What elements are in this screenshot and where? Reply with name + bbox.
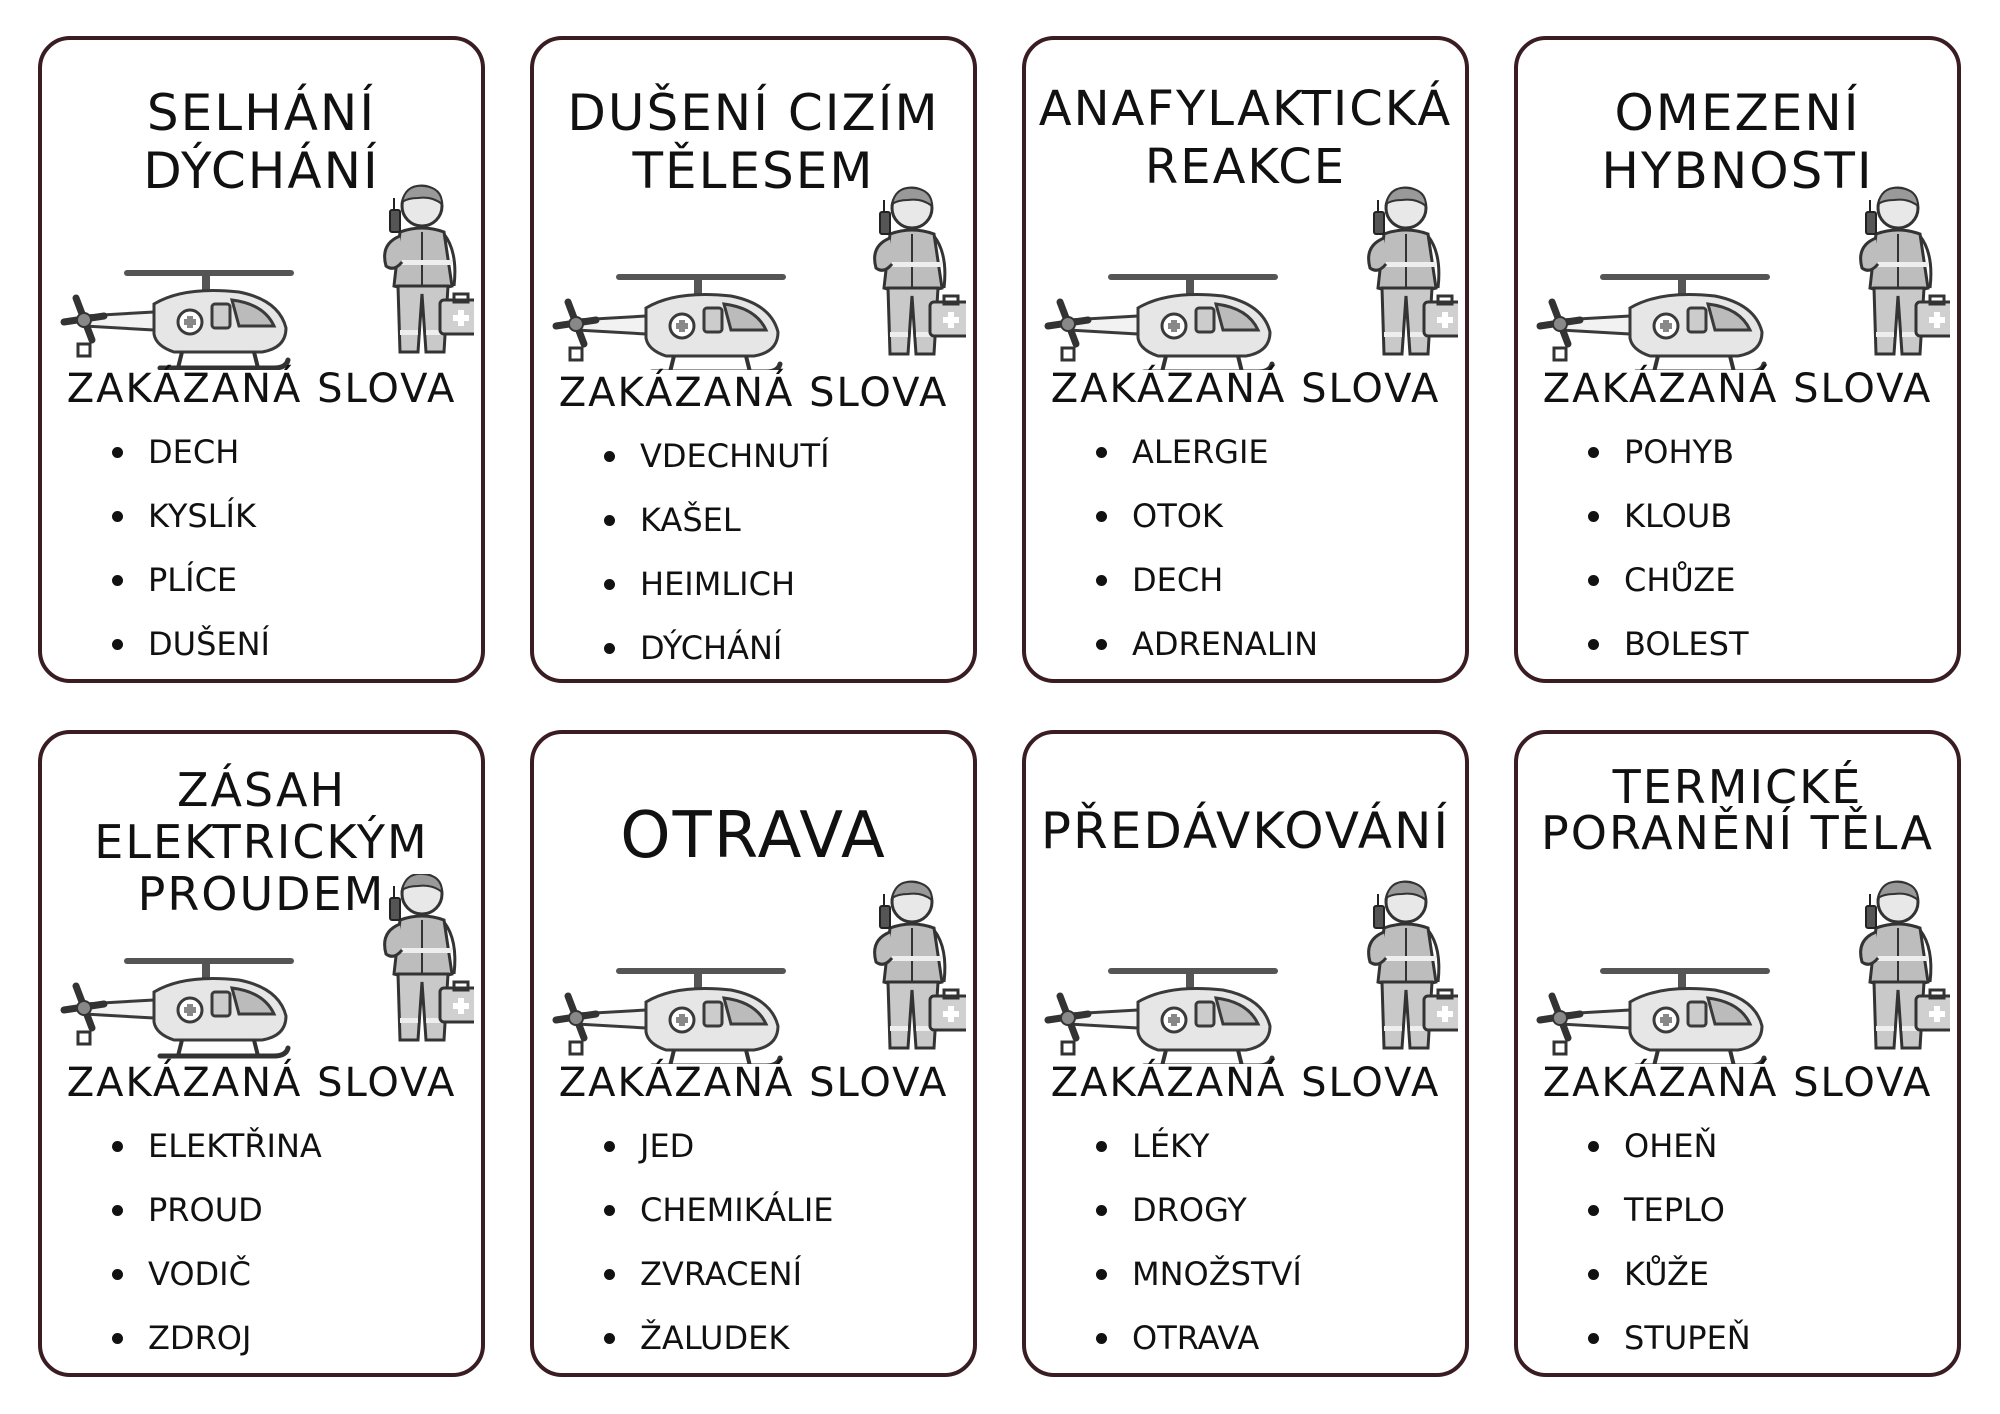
list-item: ZDROJ [112, 1318, 322, 1382]
paramedic-icon [1861, 882, 1950, 1048]
paramedic-icon [875, 882, 966, 1048]
illustration [546, 180, 966, 370]
forbidden-words-heading: ZAKÁZANÁ SLOVA [1050, 1060, 1441, 1106]
illustration [1038, 180, 1458, 370]
list-item: KŮŽE [1588, 1254, 1751, 1318]
forbidden-words-heading: ZAKÁZANÁ SLOVA [558, 1060, 949, 1106]
list-item: OTOK [1096, 496, 1318, 560]
helicopter-icon [64, 958, 294, 1056]
card-title: TERMICKÉ PORANĚNÍ TĚLA [1541, 760, 1934, 860]
illustration [54, 180, 474, 370]
helicopter-icon [1540, 968, 1770, 1064]
helicopter-icon [1048, 274, 1278, 370]
list-item: LÉKY [1096, 1126, 1302, 1190]
card-title: ANAFYLAKTICKÁ REAKCE [1038, 81, 1453, 195]
list-item: KLOUB [1588, 496, 1748, 560]
illustration [546, 874, 966, 1064]
card-predavkovani [1022, 730, 1469, 1377]
card-anafylakticka-reakce [1022, 36, 1469, 683]
illustration [1038, 874, 1458, 1064]
list-item: CHŮZE [1588, 560, 1748, 624]
helicopter-icon [64, 270, 294, 368]
list-item: PROUD [112, 1190, 322, 1254]
card-otrava [530, 730, 977, 1377]
list-item: TEPLO [1588, 1190, 1751, 1254]
forbidden-words-heading: ZAKÁZANÁ SLOVA [1050, 366, 1441, 412]
forbidden-words-heading: ZAKÁZANÁ SLOVA [558, 370, 949, 416]
paramedic-icon [1369, 882, 1458, 1048]
forbidden-words-list [1096, 432, 1318, 688]
card-title: OMEZENÍ HYBNOSTI [1601, 84, 1874, 200]
list-item: JED [604, 1126, 833, 1190]
list-item: DECH [1096, 560, 1318, 624]
forbidden-words-list [604, 1126, 833, 1382]
card-title: ZÁSAH ELEKTRICKÝM PROUDEM [94, 763, 429, 921]
list-item: OHEŇ [1588, 1126, 1751, 1190]
helicopter-icon [1048, 968, 1278, 1064]
list-item: PLÍCE [112, 560, 270, 624]
list-item: STUPEŇ [1588, 1318, 1751, 1382]
paramedic-icon [385, 874, 474, 1040]
list-item: ALERGIE [1096, 432, 1318, 496]
list-item: HEIMLICH [604, 564, 830, 628]
list-item: DECH [112, 432, 270, 496]
list-item: ŽALUDEK [604, 1318, 833, 1382]
list-item: DROGY [1096, 1190, 1302, 1254]
list-item: DUŠENÍ [112, 624, 270, 688]
list-item: VDECHNUTÍ [604, 436, 830, 500]
card-omezeni-hybnosti [1514, 36, 1961, 683]
forbidden-words-heading: ZAKÁZANÁ SLOVA [66, 366, 457, 412]
paramedic-icon [1861, 188, 1950, 354]
forbidden-words-list [1588, 1126, 1751, 1382]
helicopter-icon [556, 968, 786, 1064]
list-item: CHEMIKÁLIE [604, 1190, 833, 1254]
forbidden-words-list [112, 432, 270, 688]
card-selhani-dychani [38, 36, 485, 683]
card-zasah-elektrickym-proudem [38, 730, 485, 1377]
helicopter-icon [556, 274, 786, 370]
forbidden-words-list [1588, 432, 1748, 688]
list-item: VODIČ [112, 1254, 322, 1318]
list-item: ELEKTŘINA [112, 1126, 322, 1190]
illustration [54, 874, 474, 1064]
paramedic-icon [875, 188, 966, 354]
list-item: KYSLÍK [112, 496, 270, 560]
illustration [1530, 180, 1950, 370]
card-termicke-poraneni-tela [1514, 730, 1961, 1377]
forbidden-words-list [1096, 1126, 1302, 1382]
list-item: BOLEST [1588, 624, 1748, 688]
card-title: PŘEDÁVKOVÁNÍ [1040, 802, 1451, 860]
forbidden-words-heading: ZAKÁZANÁ SLOVA [1542, 1060, 1933, 1106]
card-duseni-cizim-telesem [530, 36, 977, 683]
paramedic-icon [1369, 188, 1458, 354]
card-title: OTRAVA [620, 799, 887, 873]
list-item: ADRENALIN [1096, 624, 1318, 688]
forbidden-words-list [112, 1126, 322, 1382]
list-item: OTRAVA [1096, 1318, 1302, 1382]
forbidden-words-heading: ZAKÁZANÁ SLOVA [1542, 366, 1933, 412]
helicopter-icon [1540, 274, 1770, 370]
list-item: POHYB [1588, 432, 1748, 496]
forbidden-words-list [604, 436, 830, 692]
card-title: DUŠENÍ CIZÍM TĚLESEM [567, 84, 940, 200]
list-item: MNOŽSTVÍ [1096, 1254, 1302, 1318]
list-item: ZVRACENÍ [604, 1254, 833, 1318]
forbidden-words-heading: ZAKÁZANÁ SLOVA [66, 1060, 457, 1106]
list-item: DÝCHÁNÍ [604, 628, 830, 692]
list-item: KAŠEL [604, 500, 830, 564]
paramedic-icon [385, 186, 474, 352]
card-title: SELHÁNÍ DÝCHÁNÍ [143, 84, 380, 200]
illustration [1530, 874, 1950, 1064]
